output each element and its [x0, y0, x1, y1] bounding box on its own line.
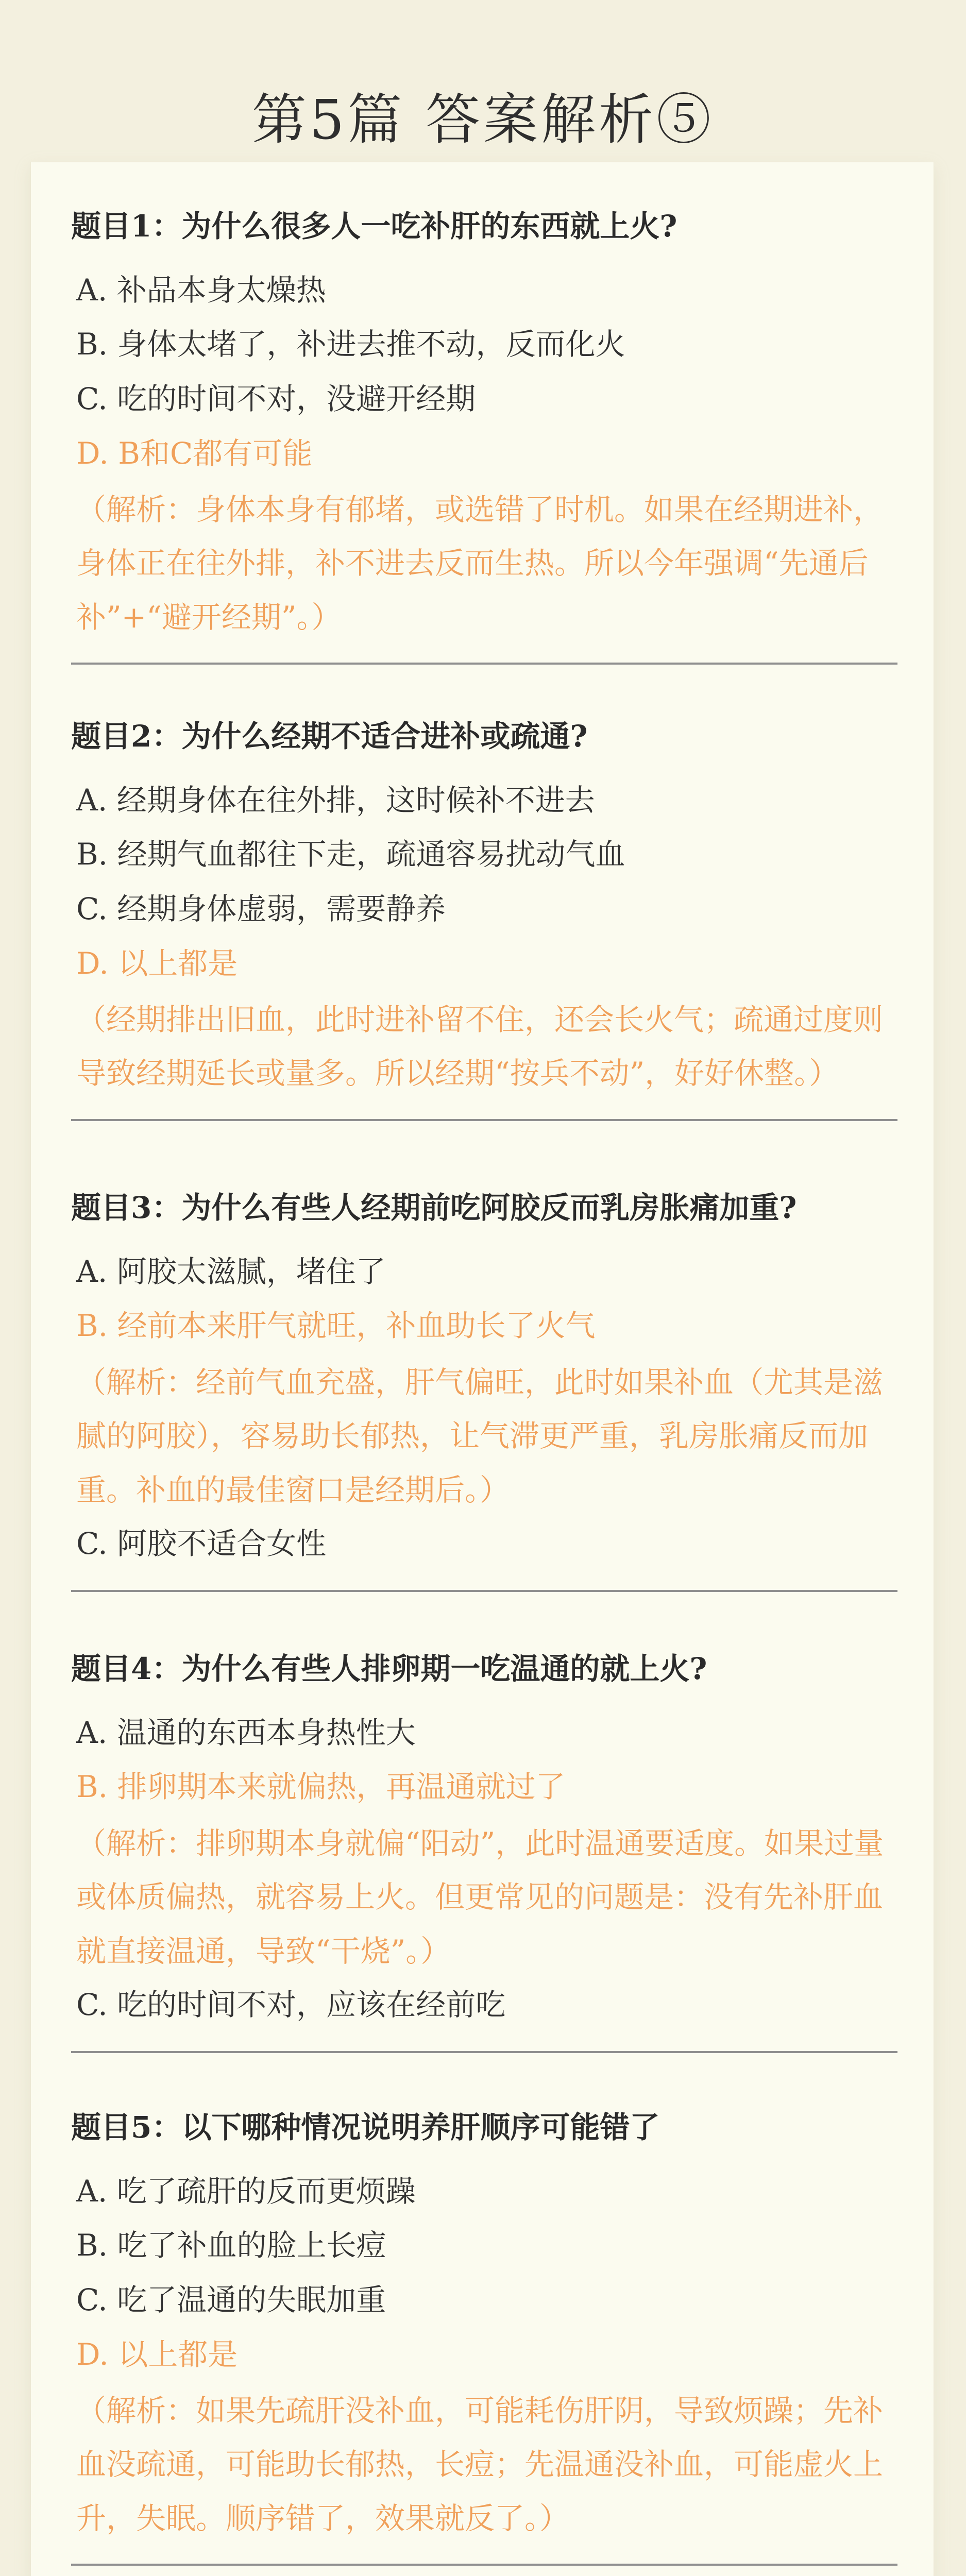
question-2-option-b: B. 经期气血都往下走，疏通容易扰动气血 — [76, 837, 625, 872]
question-3-option-c: C. 阿胶不适合女性 — [76, 1526, 327, 1562]
question-5-option-d-correct: D. 以上都是 — [76, 2336, 238, 2372]
question-5 — [71, 2105, 897, 2566]
question-4-divider — [71, 2051, 897, 2053]
question-1-option-b: B. 身体太堵了，补进去推不动，反而化火 — [76, 327, 625, 362]
page-title: 第5篇 答案解析⑤ — [251, 88, 715, 152]
question-2 — [71, 714, 897, 1121]
question-4-title: 题目4：为什么有些人排卵期一吃温通的就上火? — [71, 1651, 707, 1686]
question-4-option-c: C. 吃的时间不对，应该在经前吃 — [76, 1987, 506, 2023]
question-5-option-c: C. 吃了温通的失眠加重 — [76, 2282, 386, 2317]
question-4 — [71, 1646, 897, 2053]
question-5-divider — [71, 2564, 897, 2566]
question-5-option-b: B. 吃了补血的脸上长痘 — [76, 2228, 386, 2263]
question-3-option-a: A. 阿胶太滋腻，堵住了 — [76, 1253, 386, 1289]
question-3 — [71, 1185, 897, 1592]
question-4-option-b-correct: B. 排卵期本来就偏热，再温通就过了 — [76, 1769, 566, 1805]
question-1-title: 题目1：为什么很多人一吃补肝的东西就上火? — [71, 209, 677, 244]
question-1-option-a: A. 补品本身太燥热 — [76, 272, 326, 308]
question-2-divider — [71, 1119, 897, 1121]
question-5-analysis: （解析：如果先疏肝没补血，可能耗伤肝阴，导致烦躁；先补血没疏通，可能助长郁热，长痘；先温通没补血，可能虚火上升，失眠。顺序错了，效果就反了。） — [76, 2393, 884, 2536]
question-2-option-d-correct: D. 以上都是 — [76, 945, 238, 981]
question-3-title: 题目3：为什么有些人经期前吃阿胶反而乳房胀痛加重? — [71, 1190, 797, 1225]
question-2-option-a: A. 经期身体在往外排，这时候补不进去 — [76, 782, 595, 818]
question-2-analysis: （经期排出旧血，此时进补留不住，还会长火气；疏通过度则导致经期延长或量多。所以经期“按兵不动”，好好休整。） — [76, 1002, 884, 1091]
question-2-title: 题目2：为什么经期不适合进补或疏通? — [71, 719, 588, 754]
question-5-option-a: A. 吃了疏肝的反而更烦躁 — [76, 2173, 416, 2209]
question-4-analysis: （解析：排卵期本身就偏“阳动”，此时温通要适度。如果过量或体质偏热，就容易上火。但更常见的问题是：没有先补肝血就直接温通，导致“干烧”。） — [76, 1825, 884, 1969]
question-3-option-b-correct: B. 经前本来肝气就旺，补血助长了火气 — [76, 1308, 596, 1344]
question-3-analysis: （解析：经前气血充盛，肝气偏旺，此时如果补血（尤其是滋腻的阿胶），容易助长郁热，让气滞更严重，乳房胀痛反而加重。补血的最佳窗口是经期后。） — [76, 1364, 884, 1507]
question-1-divider — [71, 663, 897, 665]
question-1-option-d-correct: D. B和C都有可能 — [76, 435, 313, 471]
question-1-option-c: C. 吃的时间不对，没避开经期 — [76, 381, 476, 416]
question-1-analysis: （解析：身体本身有郁堵，或选错了时机。如果在经期进补，身体正在往外排，补不进去反而生热。所以今年强调“先通后补”+“避开经期”。） — [76, 492, 884, 635]
question-1 — [71, 204, 897, 665]
question-2-option-c: C. 经期身体虚弱，需要静养 — [76, 891, 446, 926]
answer-card — [31, 162, 934, 2576]
question-5-title: 题目5：以下哪种情况说明养肝顺序可能错了 — [71, 2110, 660, 2145]
question-3-divider — [71, 1590, 897, 1592]
question-4-option-a: A. 温通的东西本身热性大 — [76, 1715, 416, 1750]
